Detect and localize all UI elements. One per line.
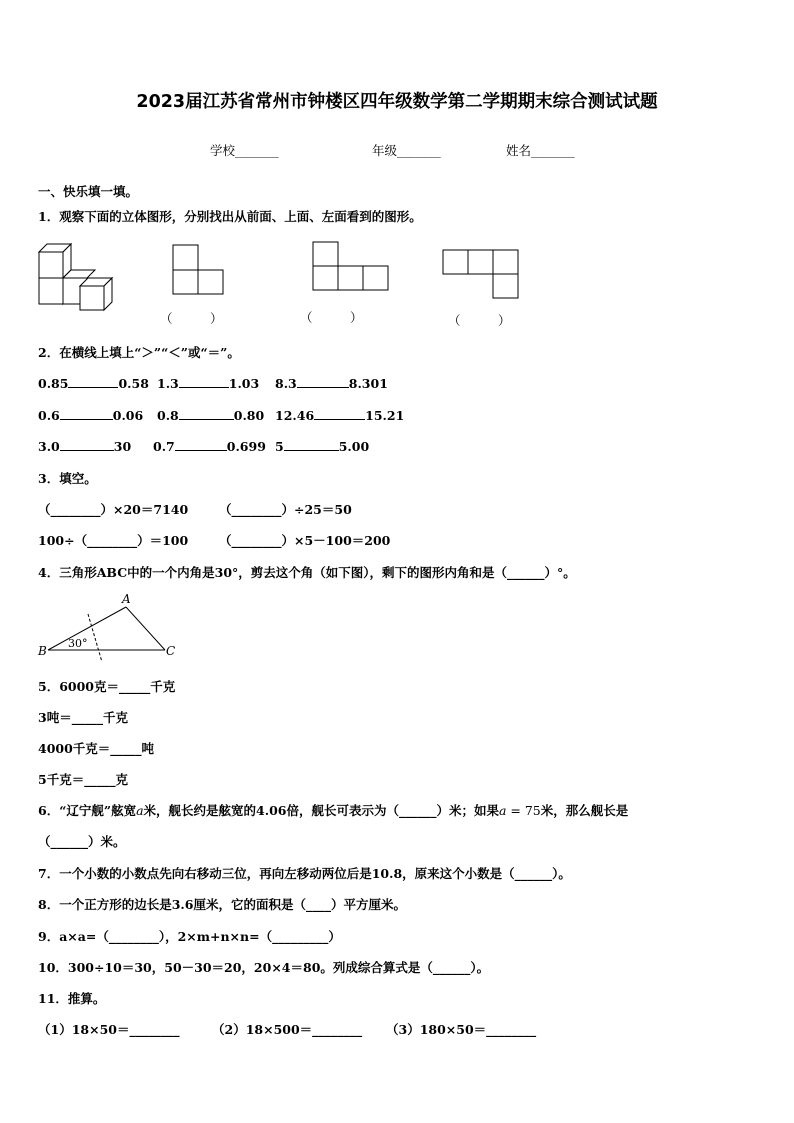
compare-right: 0.699 <box>226 439 266 454</box>
question-3: 3．填空。 <box>38 471 97 486</box>
question-1: 1．观察下面的立体图形，分别找出从前面、上面、左面看到的图形。 <box>38 209 422 224</box>
answer-blank <box>179 407 234 420</box>
compare-item <box>153 438 266 454</box>
variable-a: a <box>136 803 144 818</box>
question-6 <box>38 801 628 819</box>
compare-right: 30 <box>113 439 132 454</box>
answer-blank <box>60 438 114 451</box>
calc-item-2: （2）18×500＝________ <box>212 1022 363 1037</box>
compare-right: 0.06 <box>112 408 144 423</box>
calc-item-1: （1）18×50＝________ <box>38 1022 180 1037</box>
equation-value: = 75 <box>506 803 541 818</box>
page-title: 2023届江苏省常州市钟楼区四年级数学第二学期期末综合测试试题 <box>136 92 658 112</box>
compare-left: 0.8 <box>157 408 179 423</box>
fill-expression: （________）×5－100＝200 <box>219 533 391 548</box>
compare-item <box>275 407 404 423</box>
compare-item <box>157 407 264 423</box>
cube-figure <box>36 240 128 312</box>
conversion-line: 5千克＝_____克 <box>38 772 128 787</box>
compare-right: 0.80 <box>233 408 265 423</box>
variable-a: a <box>498 803 507 818</box>
compare-item <box>157 375 259 391</box>
question-6-part: 米，那么舰长是 <box>540 803 629 818</box>
grade-field: 年级_______ <box>372 143 441 158</box>
question-6-part: 6．“辽宁舰”舷宽 <box>38 803 137 818</box>
section-heading: 一、快乐填一填。 <box>38 184 139 199</box>
question-2: 2．在横线上填上“＞”“＜”或“＝”。 <box>38 345 240 360</box>
conversion-line: 4000千克＝_____吨 <box>38 741 155 756</box>
fill-expression: （________）×20＝7140 <box>38 502 189 517</box>
question-5: 5．6000克＝_____千克 <box>38 679 176 694</box>
conversion-line: 3吨＝_____千克 <box>38 710 128 725</box>
answer-paren-1: （ ） <box>160 311 223 326</box>
answer-paren-3: （ ） <box>448 313 511 328</box>
compare-right: 15.21 <box>365 408 405 423</box>
compare-left: 0.85 <box>38 376 69 391</box>
angle-label: 30° <box>68 637 88 650</box>
compare-left: 3.0 <box>38 439 60 454</box>
compare-row-2 <box>38 407 143 423</box>
answer-blank <box>68 375 118 388</box>
name-field: 姓名_______ <box>506 143 575 158</box>
answer-blank <box>314 407 365 420</box>
question-11: 11．推算。 <box>38 991 106 1006</box>
question-8: 8．一个正方形的边长是3.6厘米，它的面积是（____）平方厘米。 <box>38 897 406 912</box>
view-shape-3 <box>440 247 520 301</box>
question-10: 10．300÷10＝30，50－30＝20，20×4＝80。列成综合算式是（______）。 <box>38 960 490 975</box>
compare-row-3 <box>38 438 131 454</box>
question-7: 7．一个小数的小数点先向右移动三位，再向左移动两位后是10.8，原来这个小数是（______）。 <box>38 866 571 881</box>
compare-item <box>275 375 388 391</box>
fill-expression: 100÷（________）＝100 <box>38 533 189 548</box>
vertex-b-label: B <box>38 644 47 658</box>
compare-right: 5.00 <box>338 439 370 454</box>
compare-left: 8.3 <box>275 376 297 391</box>
answer-blank <box>60 407 113 420</box>
vertex-a-label: A <box>122 592 131 606</box>
answer-blank <box>179 375 229 388</box>
calc-item-3: （3）180×50＝________ <box>386 1022 537 1037</box>
answer-blank <box>284 438 339 451</box>
answer-paren-2: （ ） <box>300 310 363 325</box>
view-shape-1 <box>170 242 226 296</box>
compare-row-1 <box>38 375 149 391</box>
compare-right: 0.58 <box>118 376 149 391</box>
answer-blank <box>175 438 227 451</box>
compare-left: 12.46 <box>275 408 315 423</box>
compare-right: 8.301 <box>348 376 388 391</box>
question-6-line-2: （______）米。 <box>38 834 126 849</box>
view-shape-2 <box>310 239 390 293</box>
question-9: 9．a×a=（________），2×m+n×n=（_________） <box>38 929 341 944</box>
compare-item <box>275 438 369 454</box>
fill-expression: （________）÷25＝50 <box>219 502 352 517</box>
compare-left: 0.7 <box>153 439 175 454</box>
compare-left: 5 <box>275 439 284 454</box>
compare-left: 0.6 <box>38 408 60 423</box>
compare-left: 1.3 <box>157 376 179 391</box>
vertex-c-label: C <box>166 644 176 658</box>
answer-blank <box>297 375 349 388</box>
triangle-figure <box>36 590 186 666</box>
question-4: 4．三角形ABC中的一个内角是30°，剪去这个角（如下图），剩下的图形内角和是（______）°。 <box>38 565 576 580</box>
question-6-part: 米，舰长约是舷宽的4.06倍，舰长可表示为（______）米；如果 <box>143 803 499 818</box>
school-field: 学校_______ <box>210 143 279 158</box>
compare-right: 1.03 <box>228 376 260 391</box>
